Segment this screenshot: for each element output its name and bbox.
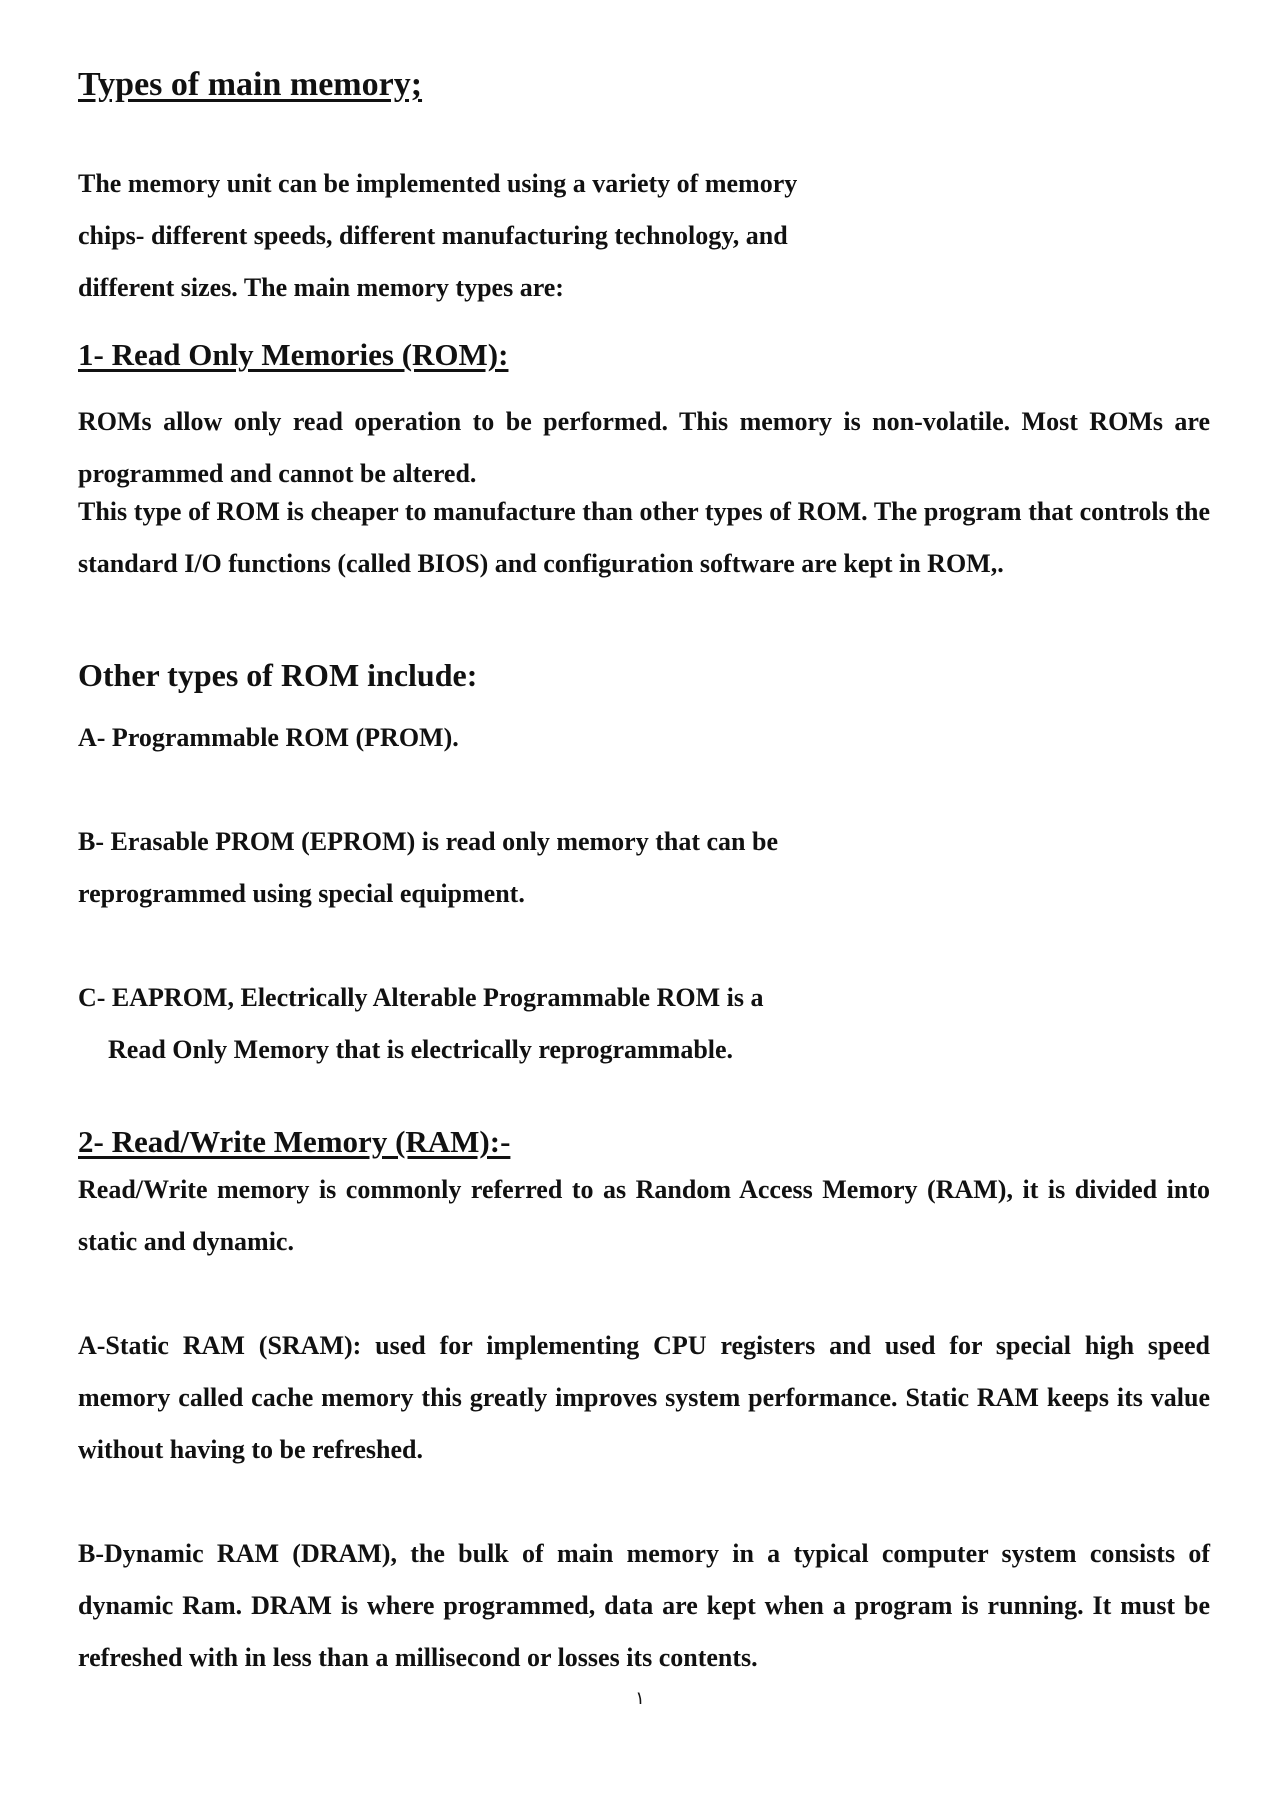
intro-line: different sizes. The main memory types are: (78, 273, 564, 302)
other-rom-heading: Other types of ROM include: (78, 657, 478, 693)
ram-heading: 2- Read/Write Memory (RAM):- (78, 1124, 511, 1159)
sram-paragraph: A-Static RAM (SRAM): used for implementing CPU registers and used for special high speed memory called cache memory this greatly improves system performance. Static RAM keeps its value without having to be refreshed. (78, 1331, 1210, 1464)
rom-paragraph-2: This type of ROM is cheaper to manufacture than other types of ROM. The program that controls the standard I/O functions (called BIOS) and configuration software are kept in ROM,. (78, 497, 1210, 578)
page-number: ١ (635, 1688, 645, 1709)
eaprom-line-2: Read Only Memory that is electrically reprogrammable. (108, 1035, 734, 1064)
rom-paragraph-1: ROMs allow only read operation to be performed. This memory is non-volatile. Most ROMs are programmed and cannot be altered. (78, 407, 1210, 488)
rom-item-eaprom (78, 972, 1210, 1076)
dram-paragraph: B-Dynamic RAM (DRAM), the bulk of main memory in a typical computer system consists of dynamic Ram. DRAM is where programmed, data are kept when a program is running. It must be refreshed with in less than a millisecond or losses its contents. (78, 1539, 1210, 1672)
intro-line: chips- different speeds, different manufacturing technology, and (78, 221, 788, 250)
intro-line: The memory unit can be implemented using a variety of memory (78, 169, 798, 198)
ram-paragraph-1: Read/Write memory is commonly referred to as Random Access Memory (RAM), it is divided into static and dynamic. (78, 1175, 1210, 1256)
rom-heading: 1- Read Only Memories (ROM): (78, 337, 509, 372)
intro-paragraph (78, 158, 958, 314)
page-title: Types of main memory; (78, 66, 423, 103)
eaprom-line-1: C- EAPROM, Electrically Alterable Programmable ROM is a (78, 983, 764, 1012)
rom-item-prom: A- Programmable ROM (PROM). (78, 723, 459, 752)
rom-item-eprom: B- Erasable PROM (EPROM) is read only memory that can be reprogrammed using special equipment. (78, 827, 778, 908)
